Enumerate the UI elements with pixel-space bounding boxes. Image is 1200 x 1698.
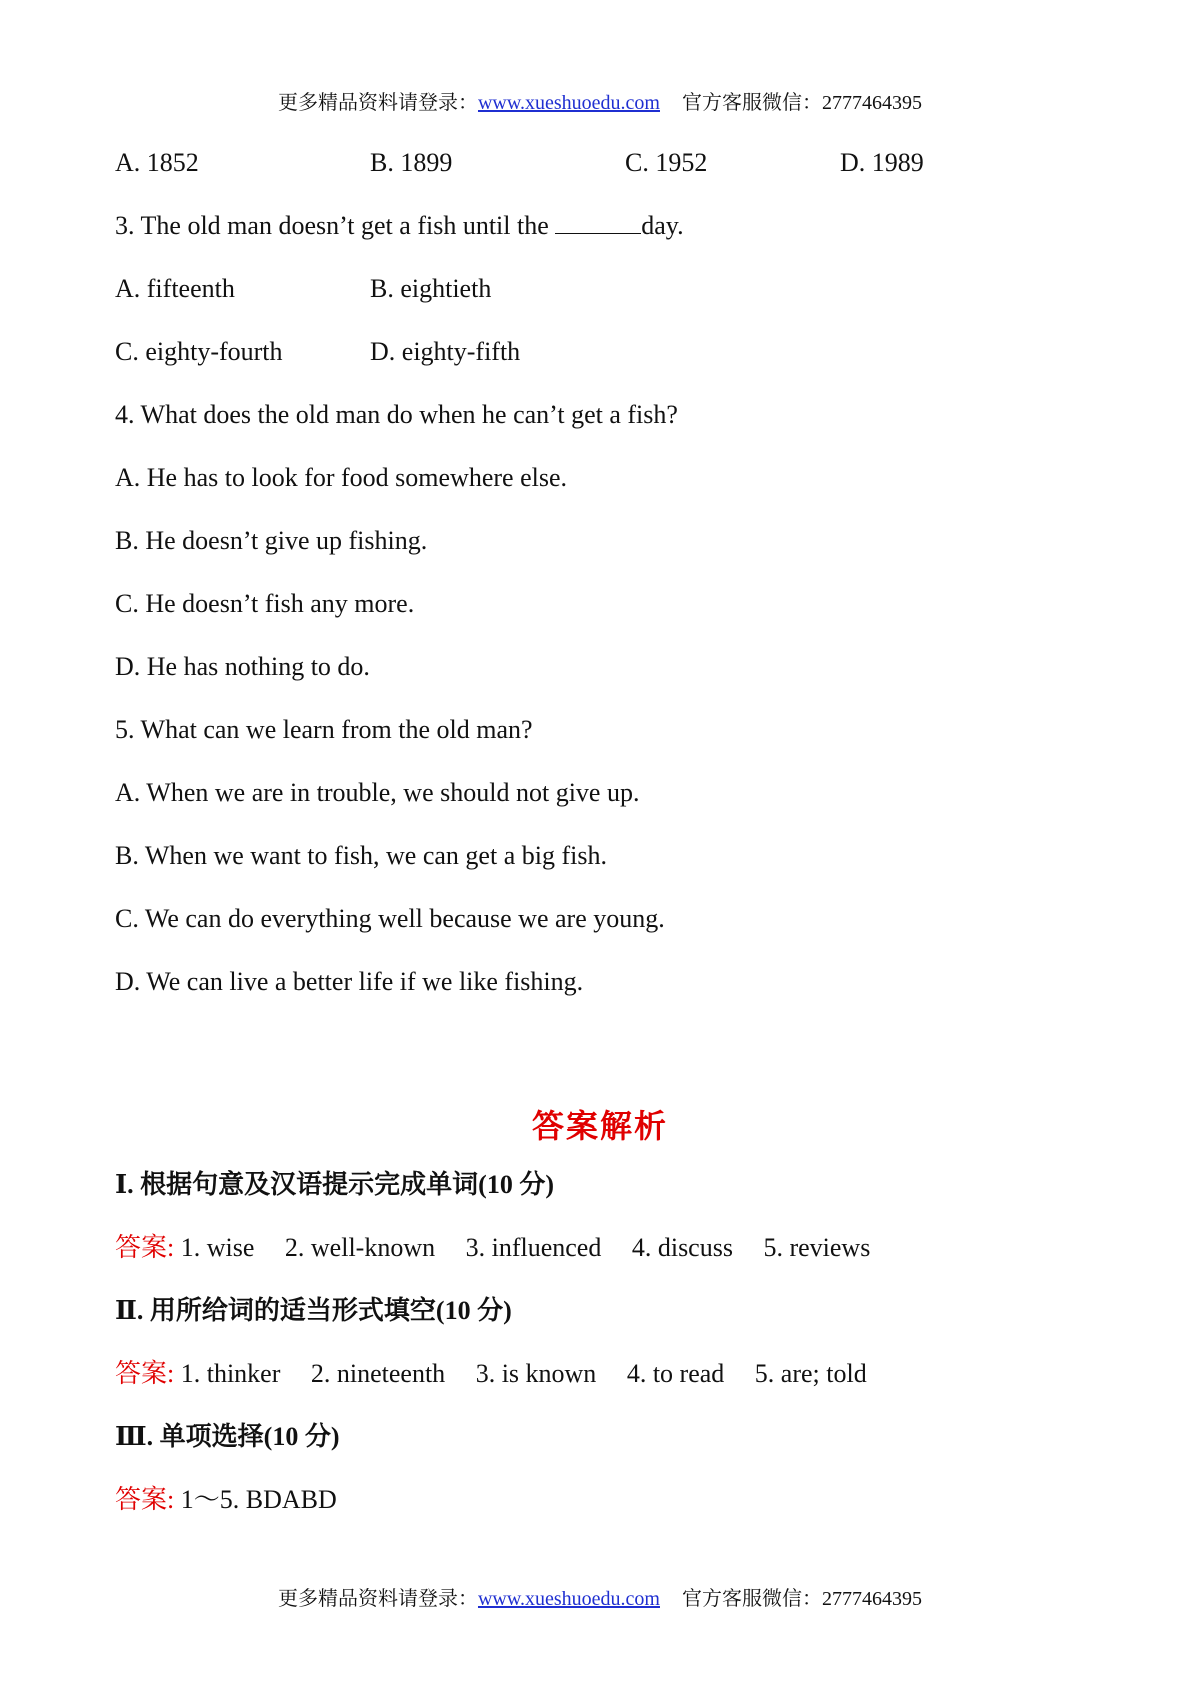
q4-option-d: D. He has nothing to do.: [115, 652, 370, 681]
answer-label: 答案:: [115, 1233, 175, 1262]
section-2-heading: Ⅱ. 用所给词的适当形式填空(10 分): [115, 1296, 512, 1325]
q5-option-a: A. When we are in trouble, we should not give up.: [115, 778, 640, 807]
answer-section-title: 答案解析: [531, 1108, 668, 1144]
footer-prefix: 更多精品资料请登录：: [277, 1588, 478, 1610]
page-footer: [0, 1582, 1200, 1611]
q3-option-d: D. eighty-fifth: [370, 337, 521, 366]
q5-stem: 5. What can we learn from the old man?: [115, 715, 533, 744]
answer-item: 5. reviews: [763, 1233, 871, 1262]
q4-option-a: A. He has to look for food somewhere else.: [115, 463, 567, 492]
q4-option-c: C. He doesn’t fish any more.: [115, 589, 415, 618]
page-header: [0, 86, 1200, 115]
q3-stem-before: 3. The old man doesn’t get a fish until the: [115, 211, 556, 240]
section-3-heading: Ⅲ. 单项选择(10 分): [115, 1422, 340, 1451]
answer-item: 4. to read: [626, 1359, 725, 1388]
answer-item: 3. influenced: [465, 1233, 602, 1262]
header-wechat: 官方客服微信：2777464395: [682, 92, 922, 114]
answer-item: 2. nineteenth: [310, 1359, 446, 1388]
q3-option-b: B. eightieth: [370, 274, 492, 303]
section-1-answers: [115, 1232, 870, 1264]
header-website-link[interactable]: www.xueshuoedu.com: [477, 92, 660, 114]
q5-option-d: D. We can live a better life if we like fishing.: [115, 967, 584, 996]
q2-option-b: B. 1899: [370, 148, 453, 177]
answer-item: 2. well-known: [284, 1233, 436, 1262]
q2-option-d: D. 1989: [840, 148, 924, 177]
q4-stem: 4. What does the old man do when he can’t get a fish?: [115, 400, 678, 429]
q2-option-c: C. 1952: [625, 148, 708, 177]
q2-option-a: A. 1852: [115, 148, 199, 177]
answer-label: 答案:: [115, 1485, 175, 1514]
answer-label: 答案:: [115, 1359, 175, 1388]
q5-option-b: B. When we want to fish, we can get a big fish.: [115, 841, 607, 870]
answer-item: 4. discuss: [631, 1233, 733, 1262]
answer-item: 1. wise: [180, 1233, 255, 1262]
header-prefix: 更多精品资料请登录：: [277, 92, 478, 114]
q3-option-a: A. fifteenth: [115, 274, 235, 303]
q3-option-c: C. eighty-fourth: [115, 337, 283, 366]
answer-item: 1. thinker: [180, 1359, 281, 1388]
footer-wechat: 官方客服微信：2777464395: [682, 1588, 922, 1610]
q3-blank: [555, 211, 641, 234]
section-1-heading: Ⅰ. 根据句意及汉语提示完成单词(10 分): [115, 1170, 554, 1199]
q4-option-b: B. He doesn’t give up fishing.: [115, 526, 428, 555]
answer-item: 5. are; told: [754, 1359, 867, 1388]
section-2-answers: [115, 1358, 867, 1390]
footer-website-link[interactable]: www.xueshuoedu.com: [477, 1588, 660, 1610]
q3-stem: [115, 210, 684, 242]
q3-stem-after: day.: [641, 211, 684, 240]
answer-item: 3. is known: [475, 1359, 597, 1388]
q5-option-c: C. We can do everything well because we are young.: [115, 904, 665, 933]
answer-item: 1～5. BDABD: [180, 1485, 337, 1514]
section-3-answers: [115, 1484, 337, 1516]
